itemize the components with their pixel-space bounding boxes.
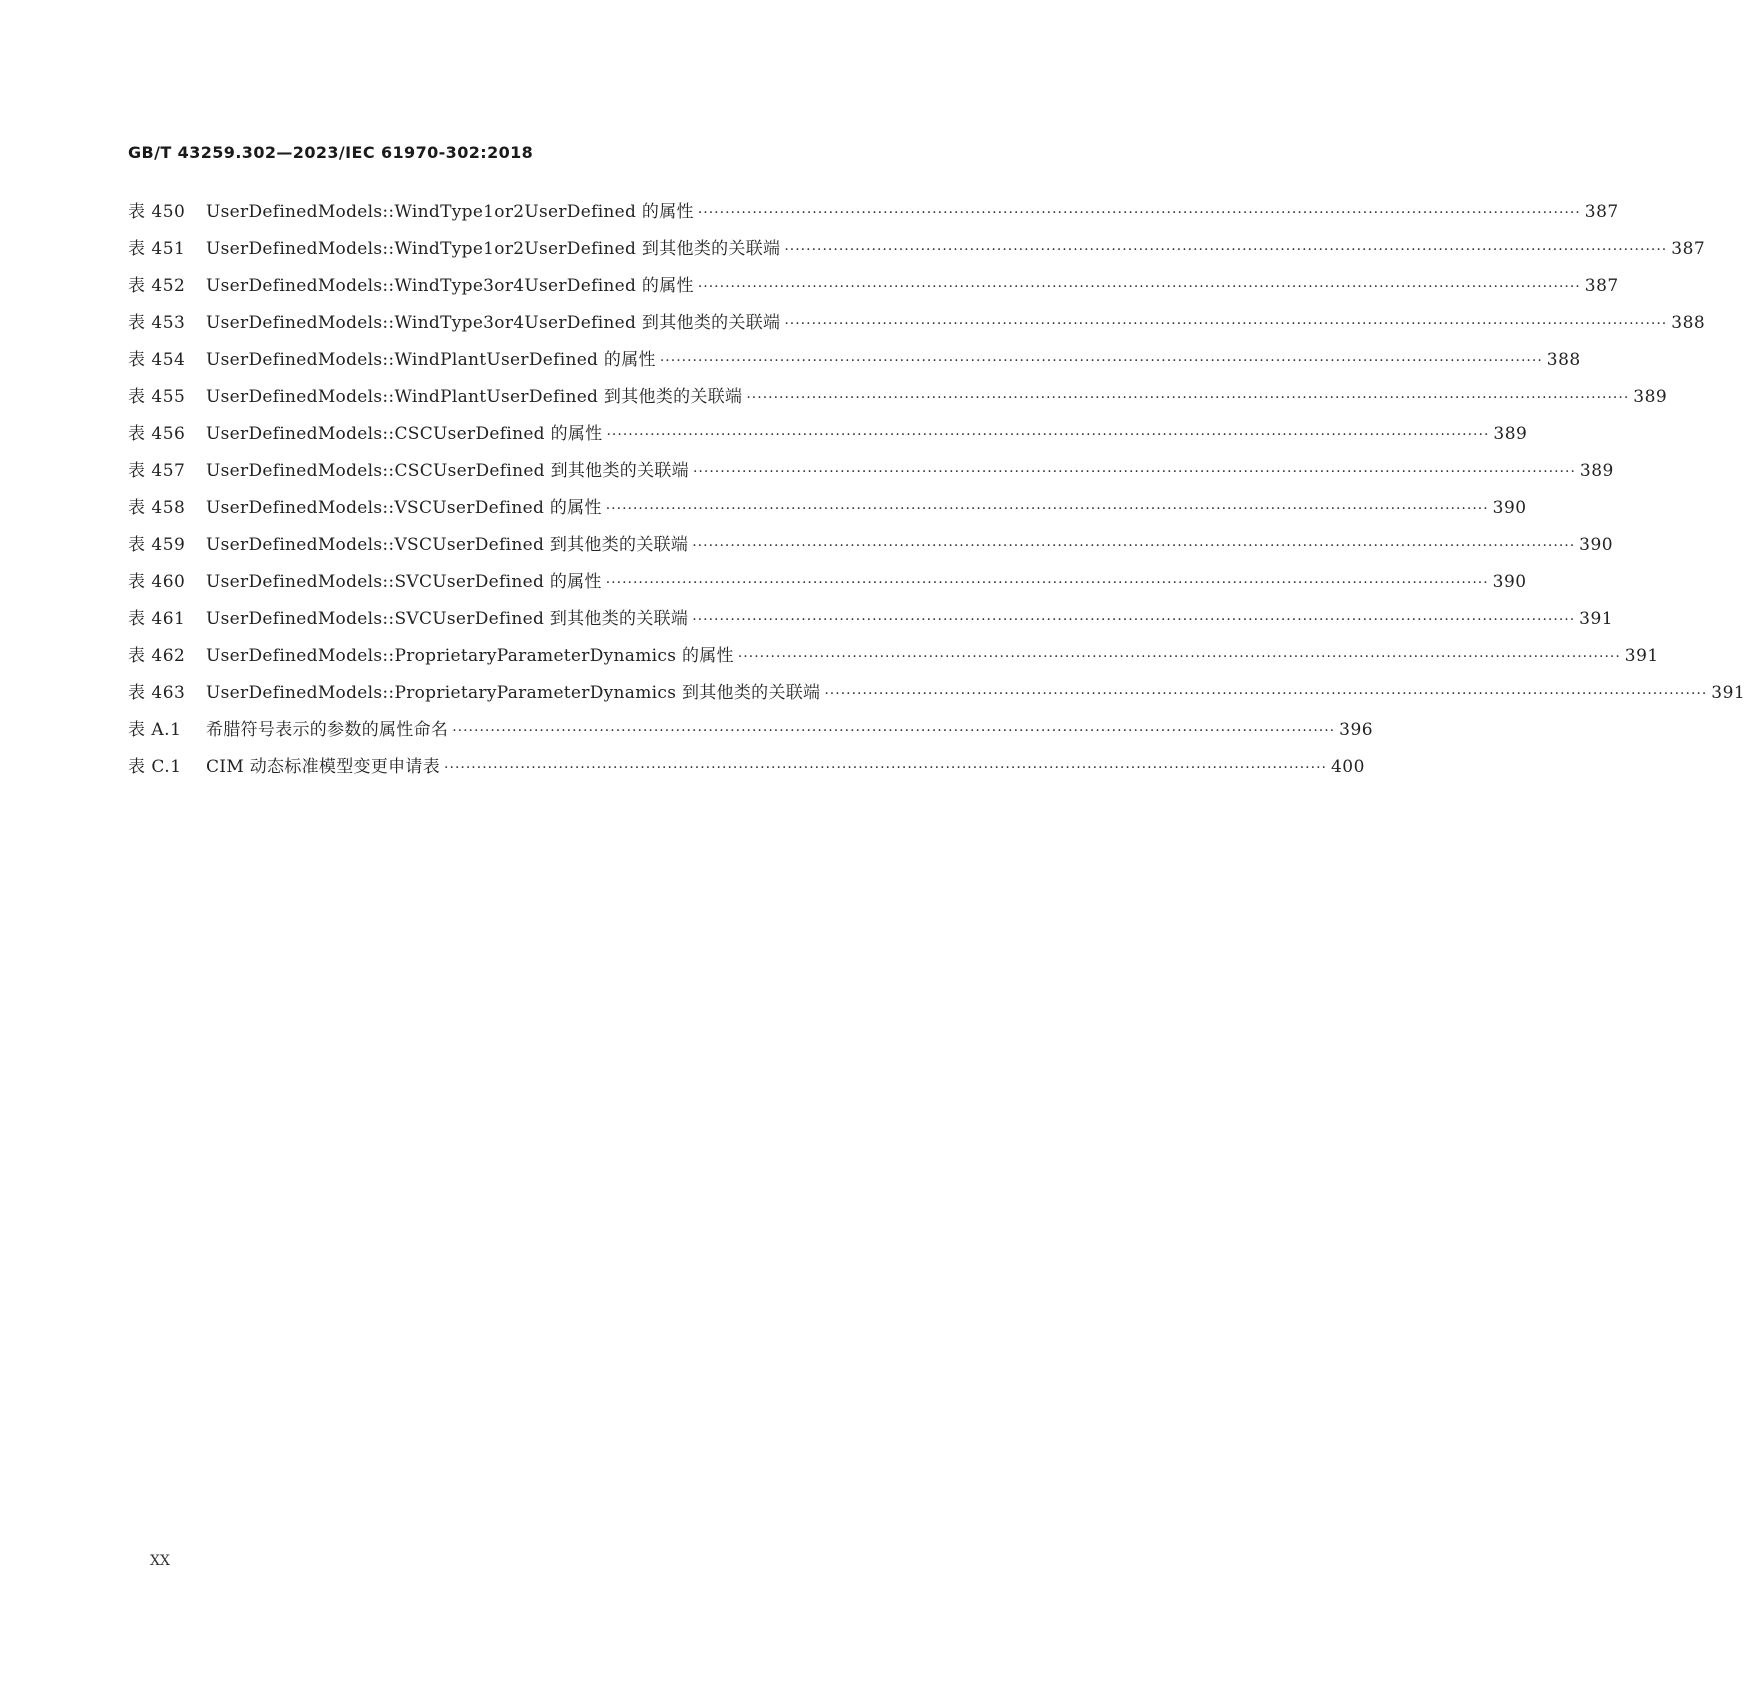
toc-entry-page: 391 [1711,683,1745,703]
toc-entry-number: 表 463 [128,683,186,703]
toc-entry-number: 表 461 [128,609,186,629]
toc-entry-number: 表 453 [128,313,186,333]
toc-entry-number: 表 460 [128,572,186,592]
toc-entry[interactable] [128,604,1614,641]
toc-entry[interactable] [128,493,1527,530]
toc-entry[interactable] [128,197,1619,234]
page-header-standard-number: GB/T 43259.302—2023/IEC 61970-302:2018 [128,143,534,162]
toc-entry-title: UserDefinedModels::VSCUserDefined 到其他类的关联端 [206,535,689,555]
toc-entry-page: 391 [1624,646,1659,666]
toc-entry[interactable] [128,234,1706,271]
toc-entry-number: 表 462 [128,646,186,666]
toc-entry-title: UserDefinedModels::WindType1or2UserDefined 的属性 [206,202,694,222]
toc-entry-page: 390 [1492,498,1527,518]
toc-entry-page: 387 [1584,202,1619,222]
toc-entry-page: 389 [1633,387,1668,407]
toc-entry-title: CIM 动态标准模型变更申请表 [206,757,441,777]
toc-entry[interactable] [128,308,1706,345]
toc-entry-title: UserDefinedModels::WindType3or4UserDefined 的属性 [206,276,694,296]
toc-entry-title: UserDefinedModels::WindType1or2UserDefined 到其他类的关联端 [206,239,781,259]
toc-entry-page: 389 [1493,424,1528,444]
toc-leader-dots [824,686,1707,702]
toc-entry-title: UserDefinedModels::CSCUserDefined 的属性 [206,424,603,444]
toc-entry[interactable] [128,382,1668,419]
toc-leader-dots [660,353,1543,369]
toc-leader-dots [738,649,1621,665]
toc-entry[interactable] [128,419,1528,456]
toc-entry[interactable] [128,641,1659,678]
toc-entry[interactable] [128,345,1581,382]
toc-leader-dots [606,427,1489,443]
toc-entry-title: UserDefinedModels::WindPlantUserDefined 的属性 [206,350,656,370]
toc-entry-number: 表 451 [128,239,186,259]
toc-entry-number: 表 454 [128,350,186,370]
page-number-footer: XX [150,1553,170,1569]
toc-leader-dots [746,390,1629,406]
toc-entry-page: 396 [1339,720,1374,740]
toc-entry-title: UserDefinedModels::SVCUserDefined 到其他类的关联端 [206,609,689,629]
toc-leader-dots [606,501,1489,517]
toc-entry[interactable] [128,530,1614,567]
toc-entry-title: UserDefinedModels::ProprietaryParameterDynamics 的属性 [206,646,734,666]
toc-entry[interactable] [128,752,1365,789]
toc-leader-dots [692,538,1575,554]
toc-leader-dots [693,464,1576,480]
toc-leader-dots [692,612,1575,628]
toc-entry-number: 表 C.1 [128,757,182,777]
toc-entry-page: 388 [1546,350,1581,370]
toc-entry[interactable] [128,715,1374,752]
toc-entry-page: 387 [1584,276,1619,296]
toc-leader-dots [784,316,1667,332]
toc-entry-number: 表 457 [128,461,186,481]
toc-entry-title: UserDefinedModels::SVCUserDefined 的属性 [206,572,602,592]
toc-entry-number: 表 455 [128,387,186,407]
toc-leader-dots [606,575,1489,591]
toc-entry-page: 388 [1671,313,1706,333]
toc-entry[interactable] [128,678,1745,715]
toc-entry-title: UserDefinedModels::ProprietaryParameterDynamics 到其他类的关联端 [206,683,821,703]
toc-entry-number: 表 456 [128,424,186,444]
toc-entry-number: 表 459 [128,535,186,555]
toc-entry-title: UserDefinedModels::WindPlantUserDefined 到其他类的关联端 [206,387,743,407]
toc-leader-dots [452,723,1335,739]
toc-leader-dots [444,760,1327,776]
toc-entry-title: UserDefinedModels::WindType3or4UserDefined 到其他类的关联端 [206,313,781,333]
toc-entry-page: 390 [1579,535,1614,555]
toc-entry-number: 表 458 [128,498,186,518]
toc-entry-title: UserDefinedModels::CSCUserDefined 到其他类的关联端 [206,461,689,481]
table-of-contents [128,197,1745,789]
toc-entry[interactable] [128,271,1619,308]
toc-entry-title: 希腊符号表示的参数的属性命名 [206,720,449,740]
toc-entry-page: 390 [1492,572,1527,592]
toc-entry-page: 391 [1579,609,1614,629]
toc-entry-number: 表 A.1 [128,720,182,740]
toc-entry-page: 400 [1330,757,1365,777]
toc-leader-dots [698,279,1581,295]
toc-entry-title: UserDefinedModels::VSCUserDefined 的属性 [206,498,602,518]
toc-entry-page: 389 [1579,461,1614,481]
toc-leader-dots [698,205,1581,221]
toc-entry-number: 表 450 [128,202,186,222]
toc-entry[interactable] [128,567,1527,604]
toc-entry[interactable] [128,456,1614,493]
toc-leader-dots [784,242,1667,258]
toc-entry-number: 表 452 [128,276,186,296]
toc-entry-page: 387 [1671,239,1706,259]
